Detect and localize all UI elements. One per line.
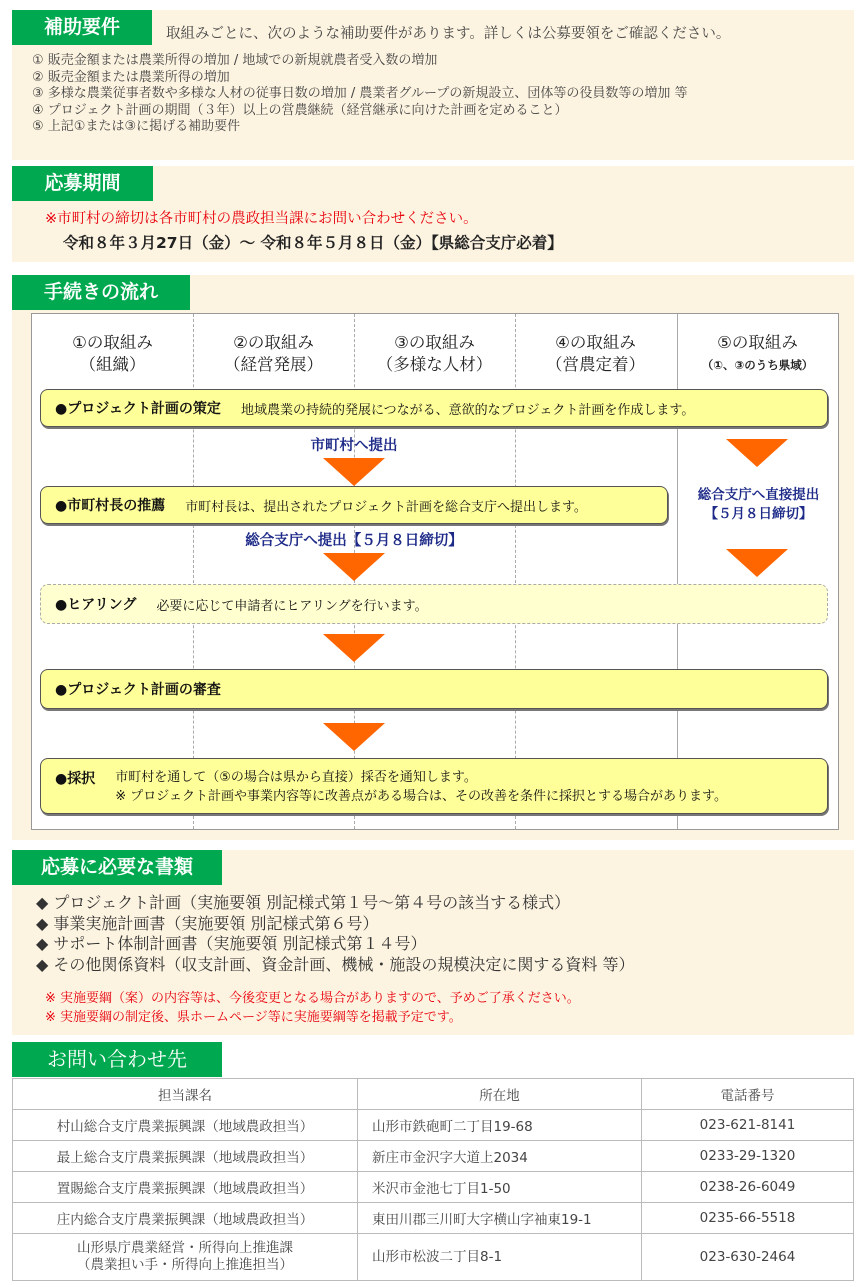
contacts-heading: お問い合わせ先: [12, 1042, 222, 1077]
document-note: ※ 実施要綱（案）の内容等は、今後変更となる場合がありますので、予めご了承ください。: [45, 991, 580, 1006]
arrow-down-icon: [323, 634, 385, 662]
document-item: ◆ プロジェクト計画（実施要領 別記様式第１号～第４号の該当する様式）: [36, 893, 571, 912]
document-item: ◆ その他関係資料（収支計画、資金計画、機械・施設の規模決定に関する資料 等）: [36, 954, 635, 974]
table-row: [13, 1172, 854, 1203]
flow-heading: 手続きの流れ: [12, 275, 190, 310]
column-header-3: ③の取組み （多様な人材）: [376, 333, 493, 374]
table-row: [13, 1234, 854, 1281]
column-header-dept: 担当課名: [13, 1079, 358, 1110]
step-hearing: ●ヒアリング 必要に応じて申請者にヒアリングを行います。: [40, 584, 828, 624]
arrow-down-icon: [323, 458, 385, 486]
dept-cell: 置賜総合支庁農業振興課（地域農政担当）: [13, 1172, 358, 1203]
dept-cell: 村山総合支庁農業振興課（地域農政担当）: [13, 1110, 358, 1141]
column-header-5: ⑤の取組み （①、③のうち県域）: [701, 333, 814, 372]
step-mayor-recommendation: ●市町村長の推薦 市町村長は、提出されたプロジェクト計画を総合支庁へ提出します。: [40, 486, 668, 524]
address-cell: 新庄市金沢字大道上2034: [358, 1141, 642, 1172]
contacts-table: [12, 1078, 854, 1281]
requirement-item: ③ 多様な農業従事者数や多様な人材の従事日数の増加 / 農業者グループの新規設立、団体等の役員数等の増加 等: [32, 86, 688, 101]
label-submit-office: 総合支庁へ提出【５月８日締切】: [245, 533, 463, 549]
documents-notes: [45, 989, 580, 1027]
phone-cell: 0238-26-6049: [642, 1172, 854, 1203]
document-item: ◆ 事業実施計画書（実施要領 別記様式第６号）: [36, 913, 379, 933]
step-plan-creation: ●プロジェクト計画の策定 地域農業の持続的発展につながる、意欲的なプロジェクト計画を作成します。: [40, 389, 828, 427]
flow-chart: [31, 313, 839, 830]
document-note: ※ 実施要綱の制定後、県ホームページ等に実施要綱等を掲載予定です。: [45, 1010, 462, 1025]
requirement-item: ④ プロジェクト計画の期間（３年）以上の営農継続（経営継承に向けた計画を定めること）: [32, 102, 568, 118]
column-header-2: ②の取組み （経営発展）: [224, 333, 323, 374]
column-header-address: 所在地: [358, 1079, 642, 1110]
requirements-lead: 取組みごとに、次のような補助要件があります。詳しくは公募要領をご確認ください。: [166, 26, 731, 42]
column-header-4: ④の取組み （営農定着）: [546, 333, 645, 374]
requirement-item: ② 販売金額または農業所得の増加: [32, 69, 230, 85]
step-plan-review: ●プロジェクト計画の審査: [40, 669, 828, 709]
requirement-item: ⑤ 上記①または③に掲げる補助要件: [32, 119, 241, 134]
period-dates: 令和８年３月27日（金）～ 令和８年５月８日（金）【県総合支庁必着】: [63, 234, 563, 252]
phone-cell: 0233-29-1320: [642, 1141, 854, 1172]
phone-cell: 023-621-8141: [642, 1110, 854, 1141]
address-cell: 東田川郡三川町大字横山字袖東19-1: [358, 1203, 642, 1234]
documents-list: [36, 893, 634, 975]
table-row: [13, 1110, 854, 1141]
dept-cell: 庄内総合支庁農業振興課（地域農政担当）: [13, 1203, 358, 1234]
arrow-down-icon: [323, 723, 385, 751]
phone-cell: 023-630-2464: [642, 1234, 854, 1281]
address-cell: 米沢市金池七丁目1-50: [358, 1172, 642, 1203]
column-header-phone: 電話番号: [642, 1079, 854, 1110]
arrow-down-icon: [726, 439, 788, 467]
arrow-down-icon: [323, 553, 385, 581]
document-item: ◆ サポート体制計画書（実施要領 別記様式第１４号）: [36, 934, 427, 953]
label-submit-municipality: 市町村へ提出: [310, 438, 398, 454]
period-heading: 応募期間: [12, 166, 153, 201]
dept-cell: 最上総合支庁農業振興課（地域農政担当）: [13, 1141, 358, 1172]
address-cell: 山形市松波二丁目8-1: [358, 1234, 642, 1281]
address-cell: 山形市鉄砲町二丁目19-68: [358, 1110, 642, 1141]
period-note: ※市町村の締切は各市町村の農政担当課にお問い合わせください。: [45, 211, 478, 227]
table-header-row: [13, 1079, 854, 1110]
phone-cell: 0235-66-5518: [642, 1203, 854, 1234]
dept-cell: 山形県庁農業経営・所得向上推進課 （農業担い手・所得向上推進担当）: [13, 1234, 358, 1281]
requirement-item: ① 販売金額または農業所得の増加 / 地域での新規就農者受入数の増加: [32, 53, 438, 68]
requirements-list: [32, 53, 688, 136]
label-direct-submit: 総合支庁へ直接提出 【５月８日締切】: [697, 487, 820, 522]
table-row: [13, 1203, 854, 1234]
requirements-heading: 補助要件: [12, 10, 152, 45]
column-header-1: ①の取組み （組織）: [72, 333, 153, 374]
arrow-down-icon: [726, 549, 788, 577]
documents-heading: 応募に必要な書類: [12, 850, 222, 885]
table-row: [13, 1141, 854, 1172]
step-adoption: ●採択 市町村を通して（⑤の場合は県から直接）採否を通知します。 ※ プロジェクト計画や事業内容等に改善点がある場合は、その改善を条件に採択とする場合があります。: [40, 758, 828, 814]
